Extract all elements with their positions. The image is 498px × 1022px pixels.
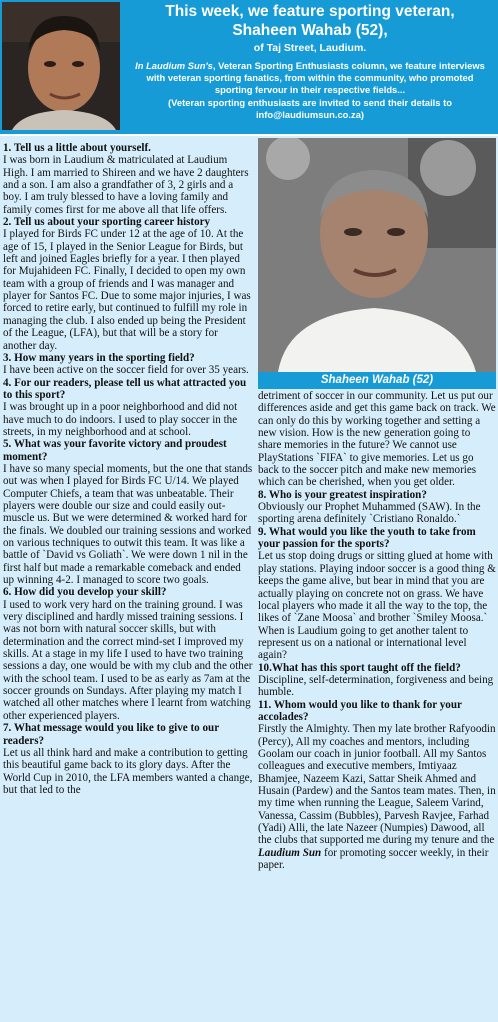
closing-paper-name: Laudium Sun (258, 846, 322, 859)
article-body (0, 134, 498, 1022)
question: 10.What has this sport taught off the field? (258, 661, 461, 674)
answer-text: Firstly the Almighty. Then my late brother Rafyoodin (Percy), All my coaches and mentors, including Goolam our coach in junior football. All my Santos colleagues and executive members, Imtiyaaz Bhamjee, Nazeem Kazi, Sattar Sheik Ahmed and Husain (Pardew) and the Santos team mates. Then, in my time when running the League, Saleem Varind, Vanessa, Cassim (Bubbles), Parvesh Ravjee, Farhad (Yadi) Alli, the late Nazeer (Numpies) Dawood, all the clubs that supported me during my tenure and the (258, 723, 496, 847)
header-title: This week, we feature sporting veteran, (165, 3, 455, 20)
question: 7. What message would you like to give to our readers? (3, 722, 219, 747)
answer: Discipline, self-determination, forgiveness and being humble. (258, 673, 494, 699)
closing-text: for promoting soccer weekly, in their paper. (258, 846, 489, 872)
answer: Let us stop doing drugs or sitting glued at home with play stations. Playing indoor soccer is a good thing & keeps the game alive, but bear in mind that you are actually playing on concrete not on grass. We have local players who made it all the way to the top, the likes of `Zane Moosa` and brother `Smiley Moosa.` When is Laudium going to get another talent to represent us on a national or international level again? (258, 550, 496, 662)
question: 1. Tell us a little about yourself. (3, 142, 151, 154)
qa-item (258, 699, 496, 872)
answer: I was brought up in a poor neighborhood and did not have much to do indoors. I used to play soccer in the streets, in my neighborhood and at school. (3, 401, 238, 438)
intro-invite: (Veteran sporting enthusiasts are invited to send their details to info@laudiumsun.co.za) (168, 96, 452, 120)
qa-item (3, 438, 253, 586)
question: 8. Who is your greatest inspiration? (258, 488, 427, 501)
qa-item (3, 352, 253, 377)
answer: Let us all think hard and make a contribution to getting this beautiful game back to its glory days. After the World Cup in 2010, the LFA members wanted a change, but that led to the (3, 746, 253, 796)
answer: Obviously our Prophet Muhammed (SAW). In the sporting arena definitely `Cristiano Ronaldo.` (258, 501, 481, 526)
header-name: Shaheen Wahab (52), (232, 22, 388, 39)
qa-item (3, 586, 253, 722)
header-intro (124, 60, 496, 121)
left-column (3, 142, 253, 796)
qa-item (3, 722, 253, 796)
intro-paper-name: In Laudium Sun's (135, 60, 213, 71)
question: 2. Tell us about your sporting career history (3, 216, 211, 229)
qa-item (3, 377, 253, 439)
question: 11. Whom would you like to thank for your accolades? (258, 698, 462, 723)
question: 9. What would you like the youth to take from your passion for the sports? (258, 525, 476, 551)
qa-item (258, 526, 496, 662)
question: 3. How many years in the sporting field? (3, 351, 195, 364)
question: 4. For our readers, please tell us what attracted you to this sport? (3, 376, 247, 401)
photo-caption: Shaheen Wahab (52) (258, 372, 496, 389)
qa-item (3, 216, 253, 352)
main-portrait-photo (258, 138, 496, 372)
answer (258, 723, 496, 871)
header-address: of Taj Street, Laudium. (253, 42, 367, 54)
answer: I was born in Laudium & matriculated at Laudium High. I am married to Shireen and we have 2 daughters and a son. I am also a grandfather of 3, 2 girls and a boy. I am truly blessed to have a loving family and family comes first for me above all that life offers. (3, 154, 249, 216)
answer-continued: detriment of soccer in our community. Let us put our differences aside and get this game back on track. We can only do this by working together and setting a new vision. How is the new generation going to share memories in the future? We cannot use PlayStations `FIFA` to give memories. Let us go back to the soccer pitch and make new memories which can be cherished, when you get older. (258, 390, 496, 489)
question: 5. What was your favorite victory and proudest moment? (3, 438, 227, 463)
header-banner (0, 0, 498, 134)
qa-item (258, 662, 496, 699)
answer: I have so many special moments, but the one that stands out was when I played for Birds FC U/14. We played Computer Chiefs, a team that was unbeatable. Their players were double our size and could easily out-muscle us. But we were determined & worked hard for the finals. We doubled our training sessions and worked on various techniques to outwit this team. It was like a battle of `David vs Goliath`. We were down 1 nil in the first half but made a remarkable comeback and ended up winning 4-2. I managed to score two goals. (3, 462, 253, 587)
header-portrait-photo (2, 2, 120, 130)
header-text (124, 2, 496, 121)
answer: I have been active on the soccer field for over 35 years. (3, 364, 249, 377)
answer: I used to work very hard on the training ground. I was very disciplined and hardly missed training sessions. I was not born with natural soccer skills, but with determination and the correct mind-set I improved my skills. At a stage in my life I used to have two training sessions a day, one would be with my club and the other with the school team. I used to be as early as 7am at the soccer grounds on Sundays. After playing my match I watched all other matches where I learnt from watching other experienced players. (3, 598, 253, 722)
right-column (258, 390, 496, 871)
question: 6. How did you develop your skill? (3, 586, 167, 599)
qa-item (258, 489, 496, 526)
qa-item (3, 142, 253, 216)
answer: I played for Birds FC under 12 at the age of 10. At the age of 15, I played in the Senior League for Birds, but left and joined Eagles briefly for a year. I then played for Mujahideen FC. Finally, I decided to open my own team with a group of friends and I was manager and player for Santos FC. Due to some major injuries, I was forced to retire early, but continued to fulfill my role in managing the club. I also ended up being the President of the League, (LFA), but that will be a story for another day. (3, 228, 251, 352)
intro-text: , Veteran Sporting Enthusiasts column, we feature interviews with veteran sporting fanatics, from within the community, who promoted sporting fervour in their respective fields... (146, 60, 485, 96)
